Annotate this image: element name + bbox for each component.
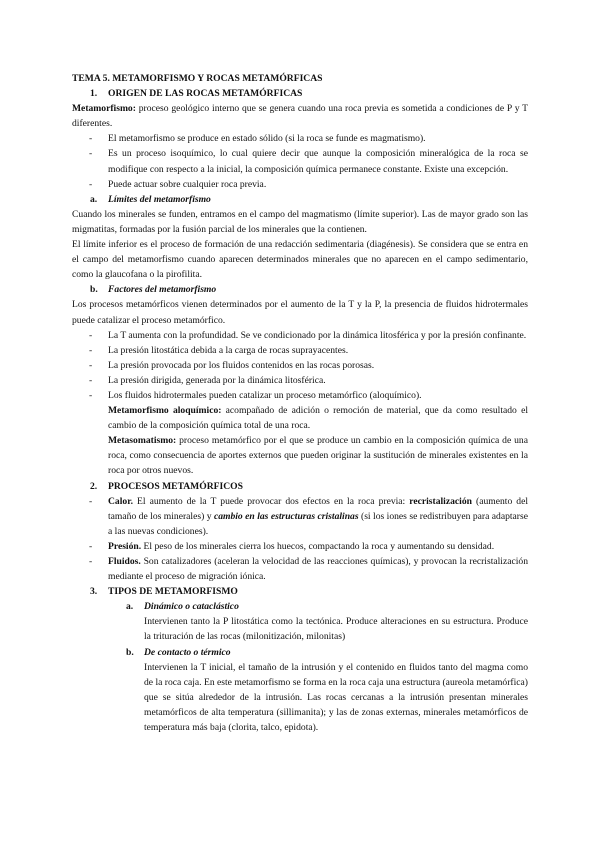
fluidos-term: Fluidos.	[108, 556, 141, 567]
cambio-estructuras-term: cambio en las estructuras cristalinas	[213, 510, 359, 522]
subsection-1b-title: Factores del metamorfismo	[108, 284, 217, 296]
list-item: - Puede actuar sobre cualquier roca previa.	[72, 177, 528, 192]
subsection-1a-number: a.	[90, 193, 98, 205]
subsection-3b-heading	[72, 645, 528, 660]
list-item: - Es un proceso isoquímico, lo cual quiere decir que aunque la composición mineralógica de la roca se modifique con respecto a la inicial, la composición química permanece constante. Existe una excepción.	[72, 146, 528, 176]
section-2-number: 2.	[90, 480, 98, 492]
section-3-number: 3.	[90, 586, 98, 598]
subsection-3b-number: b.	[126, 646, 134, 658]
paragraph: Los procesos metamórficos vienen determinados por el aumento de la T y la P, la presencia de fluidos hidrotermales puede catalizar el proceso metamórfico.	[72, 299, 528, 326]
section-1-title: ORIGEN DE LAS ROCAS METAMÓRFICAS	[108, 88, 303, 100]
list-item: - La presión dirigida, generada por la dinámica litosférica.	[72, 373, 528, 388]
list-item: - El metamorfismo se produce en estado sólido (si la roca se funde es magmatismo).	[72, 131, 528, 146]
list-item-presion	[72, 539, 528, 554]
subsection-1b-number: b.	[90, 284, 98, 296]
section-3-heading	[72, 584, 528, 599]
paragraph: Intervienen tanto la P litostática como la tectónica. Produce alteraciones en su estructura. Produce la trituración de las rocas (milonitización, milonitas)	[144, 616, 528, 643]
list-item: - La T aumenta con la profundidad. Se ve condicionado por la dinámica litosférica y por la presión confinante.	[72, 328, 528, 343]
section-3-title: TIPOS DE METAMORFISMO	[108, 586, 238, 598]
section-2-heading	[72, 479, 528, 494]
paragraph: El límite inferior es el proceso de formación de una redacción sedimentaria (diagénesis). Se considera que se entra en el campo del metamorfismo cuando aparecen determinados minerales que no aparecen en el campo sedimentario, como la glaucofana o la pirofilita.	[72, 239, 528, 281]
aloquimico-term: Metamorfismo aloquímico:	[108, 405, 222, 417]
metasomatismo-definition	[72, 433, 528, 478]
section-1-heading	[72, 86, 528, 101]
recristalizacion-term: recristalización	[409, 495, 472, 507]
document-title: TEMA 5. METAMORFISMO Y ROCAS METAMÓRFICAS	[72, 73, 323, 84]
presion-text: El peso de los minerales cierra los huecos, compactando la roca y aumentando su densidad.	[141, 540, 495, 552]
list-item: - La presión litostática debida a la carga de rocas suprayacentes.	[72, 343, 528, 358]
paragraph: Intervienen la T inicial, el tamaño de la intrusión y el contenido en fluidos tanto del magma como de la roca caja. En este metamorfismo se forma en la roca caja una estructura (aureola metamórfica) que se sitúa alrededor de la intrusión. Las rocas cercanas a la intrusión presentan minerales metamórficos de alta temperatura (sillimanita); y las de zonas externas, minerales metamórficos de temperatura más baja (clorita, talco, epidota).	[144, 661, 528, 734]
calor-text-1: El aumento de la T puede provocar dos efectos en la roca previa:	[132, 495, 410, 507]
subsection-1a-heading	[72, 192, 528, 207]
metamorfismo-term: Metamorfismo:	[72, 103, 136, 115]
calor-text-2: (aumento del tamaño de los minerales) y	[108, 495, 529, 522]
calor-term: Calor.	[108, 495, 133, 507]
list-item-calor	[72, 494, 528, 539]
list-item: - La presión provocada por los fluidos contenidos en las rocas porosas.	[72, 358, 528, 373]
list-item-fluidos	[72, 554, 528, 584]
list-item: - Los fluidos hidrotermales pueden catalizar un proceso metamórfico (aloquímico).	[72, 388, 528, 403]
fluidos-text: Son catalizadores (aceleran la velocidad de las reacciones químicas), y provocan la recristalización mediante el proceso de migración iónica.	[108, 556, 528, 583]
metamorfismo-definition	[72, 101, 528, 131]
aloquimico-definition	[72, 403, 528, 433]
subsection-3b-title: De contacto o térmico	[144, 646, 231, 658]
paragraph: Cuando los minerales se funden, entramos en el campo del magmatismo (límite superior). Las de mayor grado son las migmatitas, formadas por la fusión parcial de los minerales que la contienen.	[72, 208, 528, 235]
section-1-number: 1.	[90, 88, 98, 100]
calor-text-3: (si los iones se redistribuyen para adaptarse a las nuevas condiciones).	[108, 510, 528, 537]
subsection-1a-title: Límites del metamorfismo	[108, 193, 211, 205]
subsection-1b-heading	[72, 282, 528, 297]
metamorfismo-text: proceso geológico interno que se genera cuando una roca previa es sometida a condiciones de P y T diferentes.	[72, 103, 528, 130]
presion-term: Presión.	[108, 540, 142, 552]
subsection-3a-heading	[72, 599, 528, 614]
subsection-3a-title: Dinámico o cataclástico	[144, 601, 239, 613]
section-2-title: PROCESOS METAMÓRFICOS	[108, 480, 243, 492]
metasomatismo-text: proceso metamórfico por el que se produce un cambio en la composición química de una roca, como consecuencia de aportes externos que pueden originar la sustitución de minerales existentes en la roca por otros nuevos.	[108, 435, 528, 477]
document-body	[72, 71, 528, 735]
metasomatismo-term: Metasomatismo:	[108, 435, 177, 447]
subsection-3a-number: a.	[126, 601, 134, 613]
aloquimico-text: acompañado de adición o remoción de material, que da como resultado el cambio de la composición química total de una roca.	[108, 405, 528, 432]
